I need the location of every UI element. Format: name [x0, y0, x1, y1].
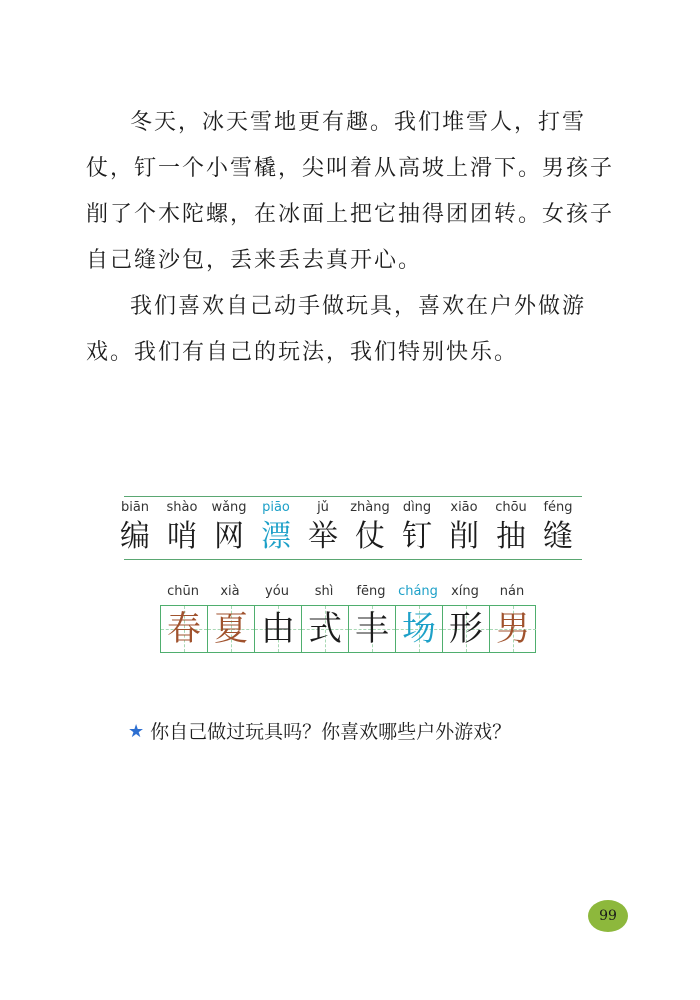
grid-cell — [161, 606, 208, 652]
word-cell — [206, 497, 252, 557]
pinyin-label: biān — [120, 500, 150, 515]
character: 式 — [308, 609, 342, 649]
character: 春 — [167, 609, 201, 649]
pinyin-label: dìng — [402, 500, 432, 515]
character: 丰 — [355, 609, 389, 649]
question-text: 你自己做过玩具吗？你喜欢哪些户外游戏？ — [150, 721, 512, 743]
word-cell — [488, 497, 534, 557]
star-icon: ★ — [128, 721, 145, 742]
page-number: 99 — [599, 908, 617, 924]
word-cell — [253, 497, 299, 557]
writing-grid — [160, 605, 536, 653]
pinyin-label: fēng — [356, 584, 386, 599]
pinyin-label: féng — [543, 500, 573, 515]
character: 削 — [449, 519, 479, 554]
writing-grid-pinyin-row — [160, 584, 536, 604]
character: 编 — [120, 519, 150, 554]
word-cell — [347, 497, 393, 557]
pinyin-label: shì — [314, 584, 334, 599]
grid-cell — [396, 606, 443, 652]
character: 漂 — [261, 519, 291, 554]
grid-cell — [490, 606, 536, 652]
character: 抽 — [496, 519, 526, 554]
grid-cell — [208, 606, 255, 652]
pinyin-label: xíng — [451, 584, 479, 599]
passage-paragraph-2: 我们喜欢自己动手做玩具，喜欢在户外做游戏。我们有自己的玩法，我们特别快乐。 — [86, 294, 587, 365]
pinyin-label: shào — [166, 500, 198, 515]
grid-cell — [443, 606, 490, 652]
character: 夏 — [214, 609, 248, 649]
character: 钉 — [402, 519, 432, 554]
character: 男 — [496, 609, 530, 649]
page-number-badge — [588, 900, 628, 932]
character: 缝 — [543, 519, 573, 554]
discussion-question — [128, 720, 511, 744]
grid-cell — [255, 606, 302, 652]
character: 举 — [308, 519, 338, 554]
passage-paragraph-1: 冬天，冰天雪地更有趣。我们堆雪人，打雪仗，钉一个小雪橇，尖叫着从高坡上滑下。男孩子削了个木陀螺，在冰面上把它抽得团团转。女孩子自己缝沙包，丢来丢去真开心。 — [86, 110, 615, 273]
character: 网 — [214, 519, 244, 554]
grid-cell — [302, 606, 349, 652]
pinyin-label: zhàng — [350, 500, 390, 515]
grid-cell — [349, 606, 396, 652]
character: 仗 — [355, 519, 385, 554]
character: 由 — [261, 609, 295, 649]
pinyin-label: wǎng — [211, 500, 247, 515]
character: 哨 — [167, 519, 197, 554]
character: 形 — [449, 609, 483, 649]
word-cell — [535, 497, 581, 557]
word-cell — [112, 497, 158, 557]
pinyin-label: jǔ — [317, 500, 329, 515]
pinyin-label: xiāo — [450, 500, 478, 515]
word-cell — [300, 497, 346, 557]
pinyin-label: chūn — [167, 584, 199, 599]
word-cell — [159, 497, 205, 557]
pinyin-label: xià — [220, 584, 240, 599]
character: 场 — [402, 609, 436, 649]
word-cell — [441, 497, 487, 557]
pinyin-label: nán — [499, 584, 525, 599]
pinyin-label: cháng — [398, 584, 438, 599]
word-cell — [394, 497, 440, 557]
word-row-pinyin — [120, 496, 582, 560]
pinyin-label: chōu — [495, 500, 527, 515]
pinyin-label: yóu — [265, 584, 289, 599]
pinyin-label: piāo — [262, 500, 290, 515]
reading-passage — [86, 100, 626, 376]
